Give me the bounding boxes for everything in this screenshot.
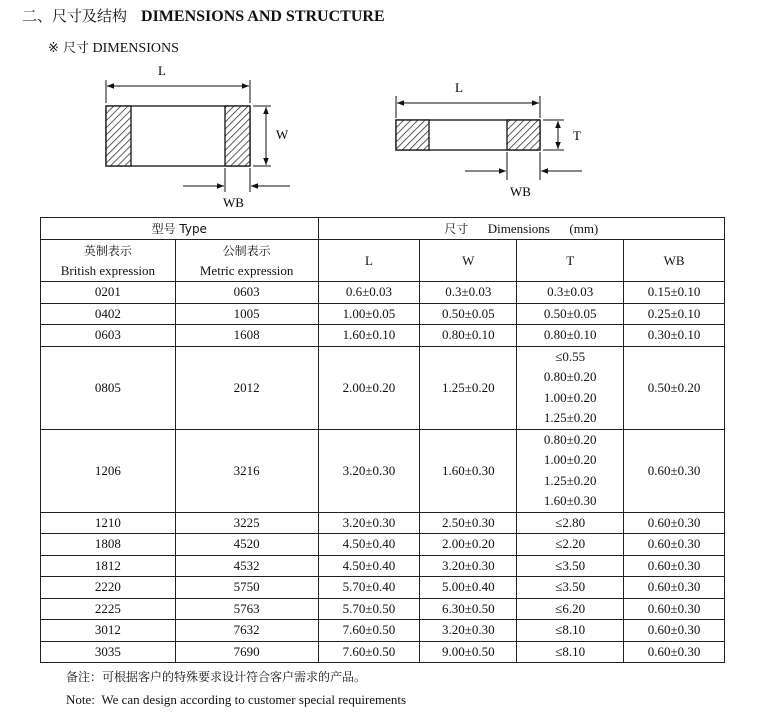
british-size-cell: 0805 [41, 346, 176, 429]
length-cell: 1.00±0.05 [318, 303, 420, 325]
thickness-cell [517, 577, 624, 599]
terminal-cell: 0.30±0.10 [624, 325, 725, 347]
width-cell: 2.50±0.30 [420, 512, 517, 534]
metric-size-cell: 5763 [175, 598, 318, 620]
metric-size-cell: 3216 [175, 429, 318, 512]
table-row [41, 620, 725, 642]
thickness-value: 0.80±0.20 [543, 431, 597, 447]
width-cell: 1.25±0.20 [420, 346, 517, 429]
table-row [41, 512, 725, 534]
note-en: Note: We can design according to customer special requirements [66, 692, 407, 707]
terminal-cell: 0.60±0.30 [624, 620, 725, 642]
british-size-cell: 0603 [41, 325, 176, 347]
length-cell: 3.20±0.30 [318, 429, 420, 512]
width-cell: 5.00±0.40 [420, 577, 517, 599]
thickness-value: 0.80±0.10 [543, 327, 597, 342]
thickness-cell [517, 555, 624, 577]
width-cell: 1.60±0.30 [420, 429, 517, 512]
length-cell: 4.50±0.40 [318, 555, 420, 577]
terminal-cell: 0.15±0.10 [624, 282, 725, 304]
table-row [41, 534, 725, 556]
thickness-value: 1.00±0.20 [543, 452, 597, 467]
thickness-value: 1.60±0.30 [543, 493, 597, 508]
terminal-cell: 0.60±0.30 [624, 598, 725, 620]
metric-size-cell: 1005 [175, 303, 318, 325]
width-cell: 6.30±0.50 [420, 598, 517, 620]
metric-size-cell: 4520 [175, 534, 318, 556]
thickness-value: ≤2.20 [555, 536, 586, 551]
subheading-cn: ※ 尺寸 [48, 41, 90, 56]
thickness-value: 0.3±0.03 [547, 284, 594, 299]
subheading-en: DIMENSIONS [92, 41, 179, 56]
top-length-label: L [158, 63, 166, 78]
width-cell: 3.20±0.30 [420, 555, 517, 577]
terminal-cell: 0.60±0.30 [624, 512, 725, 534]
thickness-cell [517, 282, 624, 304]
col-T-header: T [517, 240, 624, 282]
british-size-cell: 0201 [41, 282, 176, 304]
length-cell: 5.70±0.50 [318, 598, 420, 620]
thickness-cell [517, 429, 624, 512]
table-row [41, 282, 725, 304]
thickness-value: 0.80±0.20 [543, 369, 597, 384]
thickness-value: ≤3.50 [555, 557, 586, 573]
thickness-value: ≤2.80 [555, 514, 586, 530]
top-terminal-label: WB [223, 195, 244, 210]
table-row [41, 598, 725, 620]
terminal-cell: 0.50±0.20 [624, 346, 725, 429]
width-cell: 0.50±0.05 [420, 303, 517, 325]
length-cell: 4.50±0.40 [318, 534, 420, 556]
dimensions-table [40, 217, 725, 663]
terminal-cell: 0.60±0.30 [624, 429, 725, 512]
length-cell: 1.60±0.10 [318, 325, 420, 347]
metric-size-cell: 7632 [175, 620, 318, 642]
right-terminal [225, 106, 250, 166]
terminal-cell: 0.60±0.30 [624, 534, 725, 556]
table-row [41, 555, 725, 577]
side-left-terminal [396, 120, 429, 150]
top-width-label: W [276, 127, 289, 142]
terminal-cell: 0.60±0.30 [624, 577, 725, 599]
thickness-cell [517, 346, 624, 429]
table-header-row-2 [41, 240, 725, 282]
length-cell: 0.6±0.03 [318, 282, 420, 304]
british-size-cell: 1808 [41, 534, 176, 556]
british-size-cell: 1812 [41, 555, 176, 577]
metric-size-cell: 3225 [175, 512, 318, 534]
british-size-cell: 2225 [41, 598, 176, 620]
dimension-diagram [0, 0, 769, 217]
top-view [106, 63, 290, 210]
thickness-value: ≤8.10 [555, 622, 586, 637]
note-cn: 备注：可根据客户的特殊要求设计符合客户需求的产品。 [66, 670, 367, 684]
table-header-row-1 [41, 218, 725, 240]
thickness-cell [517, 598, 624, 620]
thickness-value: 0.50±0.05 [543, 305, 597, 321]
width-cell: 2.00±0.20 [420, 534, 517, 556]
metric-size-cell: 1608 [175, 325, 318, 347]
metric-size-cell: 7690 [175, 641, 318, 663]
british-size-cell: 0402 [41, 303, 176, 325]
metric-size-cell: 0603 [175, 282, 318, 304]
length-cell: 3.20±0.30 [318, 512, 420, 534]
table-row [41, 641, 725, 663]
british-size-cell: 3035 [41, 641, 176, 663]
thickness-value: ≤0.55 [555, 348, 586, 364]
width-cell: 3.20±0.30 [420, 620, 517, 642]
length-cell: 7.60±0.50 [318, 641, 420, 663]
british-header: 英制表示 British expression [41, 240, 176, 282]
thickness-value: ≤6.20 [555, 600, 586, 616]
british-size-cell: 1206 [41, 429, 176, 512]
metric-size-cell: 5750 [175, 577, 318, 599]
terminal-cell: 0.25±0.10 [624, 303, 725, 325]
type-header: 型号 Type [41, 218, 319, 240]
side-right-terminal [507, 120, 540, 150]
side-length-label: L [455, 80, 463, 95]
width-cell: 9.00±0.50 [420, 641, 517, 663]
side-view [396, 80, 582, 199]
thickness-cell [517, 325, 624, 347]
table-row [41, 429, 725, 512]
left-terminal [106, 106, 131, 166]
col-L-header: L [318, 240, 420, 282]
thickness-value: 1.25±0.20 [543, 472, 597, 488]
table-row [41, 346, 725, 429]
dimensions-header: 尺寸 Dimensions (mm) [318, 218, 724, 240]
side-thickness-label: T [573, 128, 581, 143]
thickness-cell [517, 512, 624, 534]
thickness-value: ≤3.50 [555, 579, 586, 594]
col-WB-header: WB [624, 240, 725, 282]
british-size-cell: 1210 [41, 512, 176, 534]
col-W-header: W [420, 240, 517, 282]
width-cell: 0.3±0.03 [420, 282, 517, 304]
metric-size-cell: 4532 [175, 555, 318, 577]
thickness-cell [517, 303, 624, 325]
thickness-value: 1.00±0.20 [543, 389, 597, 405]
metric-header: 公制表示 Metric expression [175, 240, 318, 282]
section-title-en: DIMENSIONS AND STRUCTURE [141, 8, 385, 25]
length-cell: 5.70±0.40 [318, 577, 420, 599]
length-cell: 7.60±0.50 [318, 620, 420, 642]
section-title-cn: 二、尺寸及结构 [22, 7, 128, 25]
width-cell: 0.80±0.10 [420, 325, 517, 347]
thickness-value: ≤8.10 [555, 643, 586, 659]
terminal-cell: 0.60±0.30 [624, 641, 725, 663]
side-terminal-label: WB [510, 184, 531, 199]
table-row [41, 325, 725, 347]
british-size-cell: 3012 [41, 620, 176, 642]
table-row [41, 577, 725, 599]
metric-size-cell: 2012 [175, 346, 318, 429]
length-cell: 2.00±0.20 [318, 346, 420, 429]
thickness-cell [517, 534, 624, 556]
thickness-cell [517, 620, 624, 642]
thickness-value: 1.25±0.20 [543, 410, 597, 425]
british-size-cell: 2220 [41, 577, 176, 599]
thickness-cell [517, 641, 624, 663]
terminal-cell: 0.60±0.30 [624, 555, 725, 577]
table-row [41, 303, 725, 325]
